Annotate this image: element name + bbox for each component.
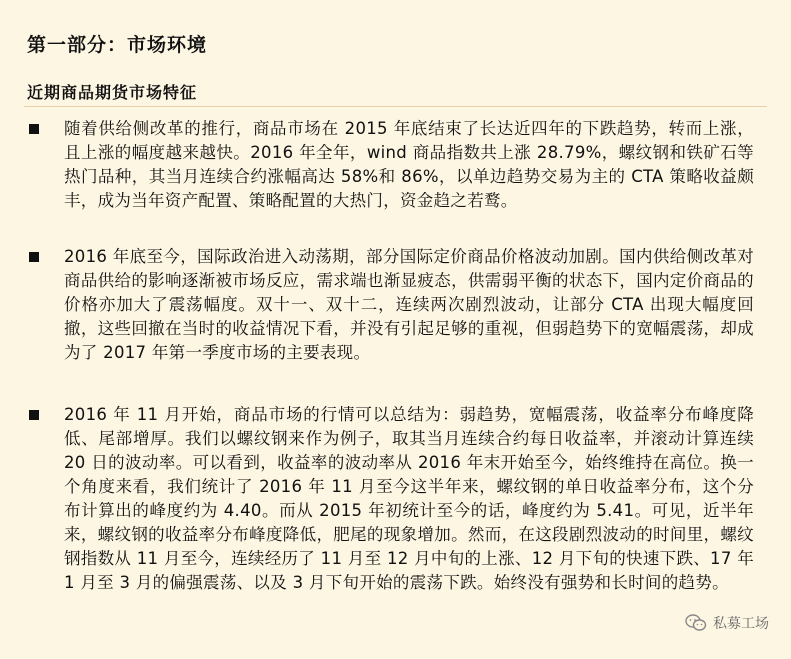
square-bullet-icon [29, 124, 39, 134]
square-bullet-icon [29, 410, 39, 420]
page-title: 第一部分：市场环境 [27, 34, 208, 56]
paragraph-3: 2016 年 11 月开始，商品市场的行情可以总结为：弱趋势，宽幅震荡，收益率分布峰度降低、尾部增厚。我们以螺纹钢来作为例子，取其当月连续合约每日收益率，并滚动计算连续 20 日的波动率。可以看到，收益率的波动率从 2016 年末开始至今，始终维持在高位。换一个角度来看，我们统计了 2016 年 11 月至今这半年来，螺纹钢的单日收益率分布，这个分布计算出的峰度约为 4.40。而从 2015 年初统计至今的话，峰度约为 5.41。可见，近半年来，螺纹钢的收益率分布峰度降低，肥尾的现象增加。然而，在这段剧烈波动的时间里，螺纹钢指数从 11 月至今，连续经历了 11 月至 12 月中旬的上涨、12 月下旬的快速下跌、17 年 1 月至 3 月的偏强震荡、以及 3 月下旬开始的震荡下跌。始终没有强势和长时间的趋势。 [64, 405, 754, 592]
section-subtitle: 近期商品期货市场特征 [27, 83, 198, 102]
watermark-text: 私募工场 [713, 616, 769, 632]
divider [24, 106, 767, 107]
square-bullet-icon [29, 252, 39, 262]
wechat-icon [685, 614, 707, 632]
watermark [685, 613, 769, 633]
paragraph-1: 随着供给侧改革的推行，商品市场在 2015 年底结束了长达近四年的下跌趋势，转而上涨，且上涨的幅度越来越快。2016 年全年，wind 商品指数共上涨 28.79%，螺纹钢和铁矿石等热门品种，其当月连续合约涨幅高达 58%和 86%，以单边趋势交易为主的 CTA 策略收益颇丰，成为当年资产配置、策略配置的大热门，资金趋之若鹜。 [64, 119, 754, 210]
paragraph-2: 2016 年底至今，国际政治进入动荡期，部分国际定价商品价格波动加剧。国内供给侧改革对商品供给的影响逐渐被市场反应，需求端也渐显疲态，供需弱平衡的状态下，国内定价商品的价格亦加大了震荡幅度。双十一、双十二，连续两次剧烈波动，让部分 CTA 出现大幅度回撤，这些回撤在当时的收益情况下看，并没有引起足够的重视，但弱趋势下的宽幅震荡，却成为了 2017 年第一季度市场的主要表现。 [64, 247, 754, 362]
